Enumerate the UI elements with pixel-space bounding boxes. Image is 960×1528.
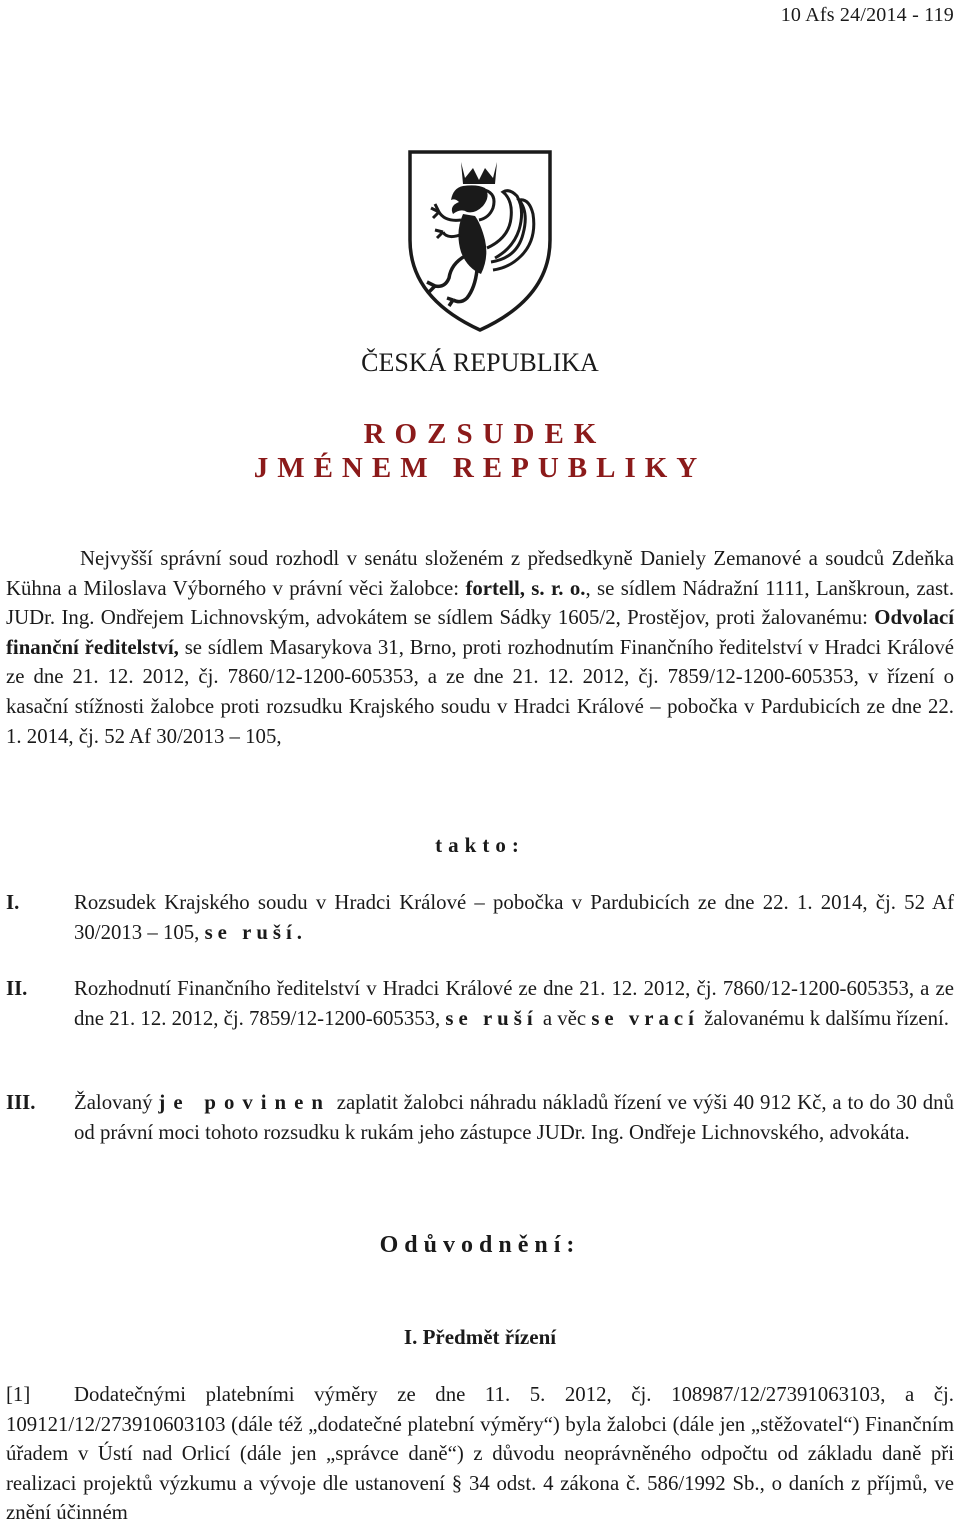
takto-heading: takto: [435, 833, 525, 857]
intro-text-1: Nejvyšší správní soud rozhodl v senátu složeném z předsedkyně Daniely Zemanové a soudců Zdeňka Kühna a Miloslava Výborného v právní věci žalobce: [6, 547, 954, 600]
point-text: Rozhodnutí Finančního ředitelství v Hradci Králové ze dne 21. 12. 2012, čj. 7860/12-1200-605353, a ze dne 21. 12. 2012, čj. 7859/12-1200-605353, [74, 977, 954, 1030]
defendant-name: Odvolací finanční ředitelství, [6, 606, 954, 659]
point-verb: se vrací [591, 1006, 699, 1030]
verdict-point [6, 974, 954, 1034]
intro-paragraph [6, 544, 954, 751]
point-number: II. [6, 977, 28, 1000]
point-text: Rozsudek Krajského soudu v Hradci Králové – pobočka v Pardubicích ze dne 22. 1. 2014, čj. 52 Af 30/2013 – 105, [74, 891, 954, 944]
paragraph-text: Dodatečnými platebními výměry ze dne 11. 5. 2012, čj. 108987/12/27391063103, a čj. 109121/12/273910603103 (dále též „dodatečné platební výměry“) byla žalobci (dále jen „stěžovatel“) Finančním úřadem v Ústí nad Orlicí (dále jen „správce daně“) z důvodu neoprávněného odpočtu od základu daně při realizaci projektů výzkumu a vývoje dle ustanovení § 34 odst. 4 zákona č. 586/1992 Sb., o daních z příjmů, ve znění účinném [6, 1383, 954, 1525]
czech-lion-coat-of-arms-icon [405, 148, 555, 334]
verdict-point [6, 888, 954, 948]
intro-text-2: , se sídlem Nádražní 1111, Lanškroun, zast. JUDr. Ing. Ondřejem Lichnovským, advokátem se sídlem Sádky 1605/2, Prostějov, proti žalovanému: [6, 576, 955, 630]
document-number: 10 Afs 24/2014 - 119 [780, 4, 954, 26]
point-verb: se ruší. [204, 920, 307, 944]
point-text: zaplatit žalobci náhradu nákladů řízení ve výši 40 912 Kč, a to do 30 dnů od právní moci tohoto rozsudku k rukám jeho zástupce JUDr. Ing. Ondřeje Lichnovského, advokáta. [74, 1091, 954, 1144]
reasons-heading: Odůvodnění: [379, 1232, 581, 1258]
point-number: I. [6, 891, 20, 914]
point-text: Žalovaný [74, 1091, 159, 1114]
point-verb: je povinen [158, 1091, 331, 1114]
verdict-title: ROZSUDEK [363, 418, 607, 450]
paragraph-1 [6, 1380, 954, 1528]
point-number: III. [6, 1091, 36, 1114]
country-name: ČESKÁ REPUBLIKA [361, 348, 599, 377]
intro-text-3: se sídlem Masarykova 31, Brno, proti rozhodnutím Finančního ředitelství v Hradci Králové ze dne 21. 12. 2012, čj. 7860/12-1200-605353, a ze dne 21. 12. 2012, čj. 7859/12-1200-605353, v řízení o kasační stížnosti žalobce proti rozsudku Krajského soudu v Hradci Králové – pobočka v Pardubicích ze dne 22. 1. 2014, čj. 52 Af 30/2013 – 105, [6, 635, 954, 748]
section-heading: I. Předmět řízení [403, 1325, 557, 1349]
verdict-point [6, 1088, 954, 1148]
point-verb: se ruší [445, 1006, 538, 1030]
point-text: a věc [537, 1006, 592, 1030]
plaintiff-name: fortell, s. r. o. [465, 576, 586, 600]
paragraph-number: [1] [6, 1383, 31, 1406]
point-text: žalovanému k dalšímu řízení. [698, 1006, 949, 1030]
verdict-subtitle: JMÉNEM REPUBLIKY [253, 452, 707, 484]
